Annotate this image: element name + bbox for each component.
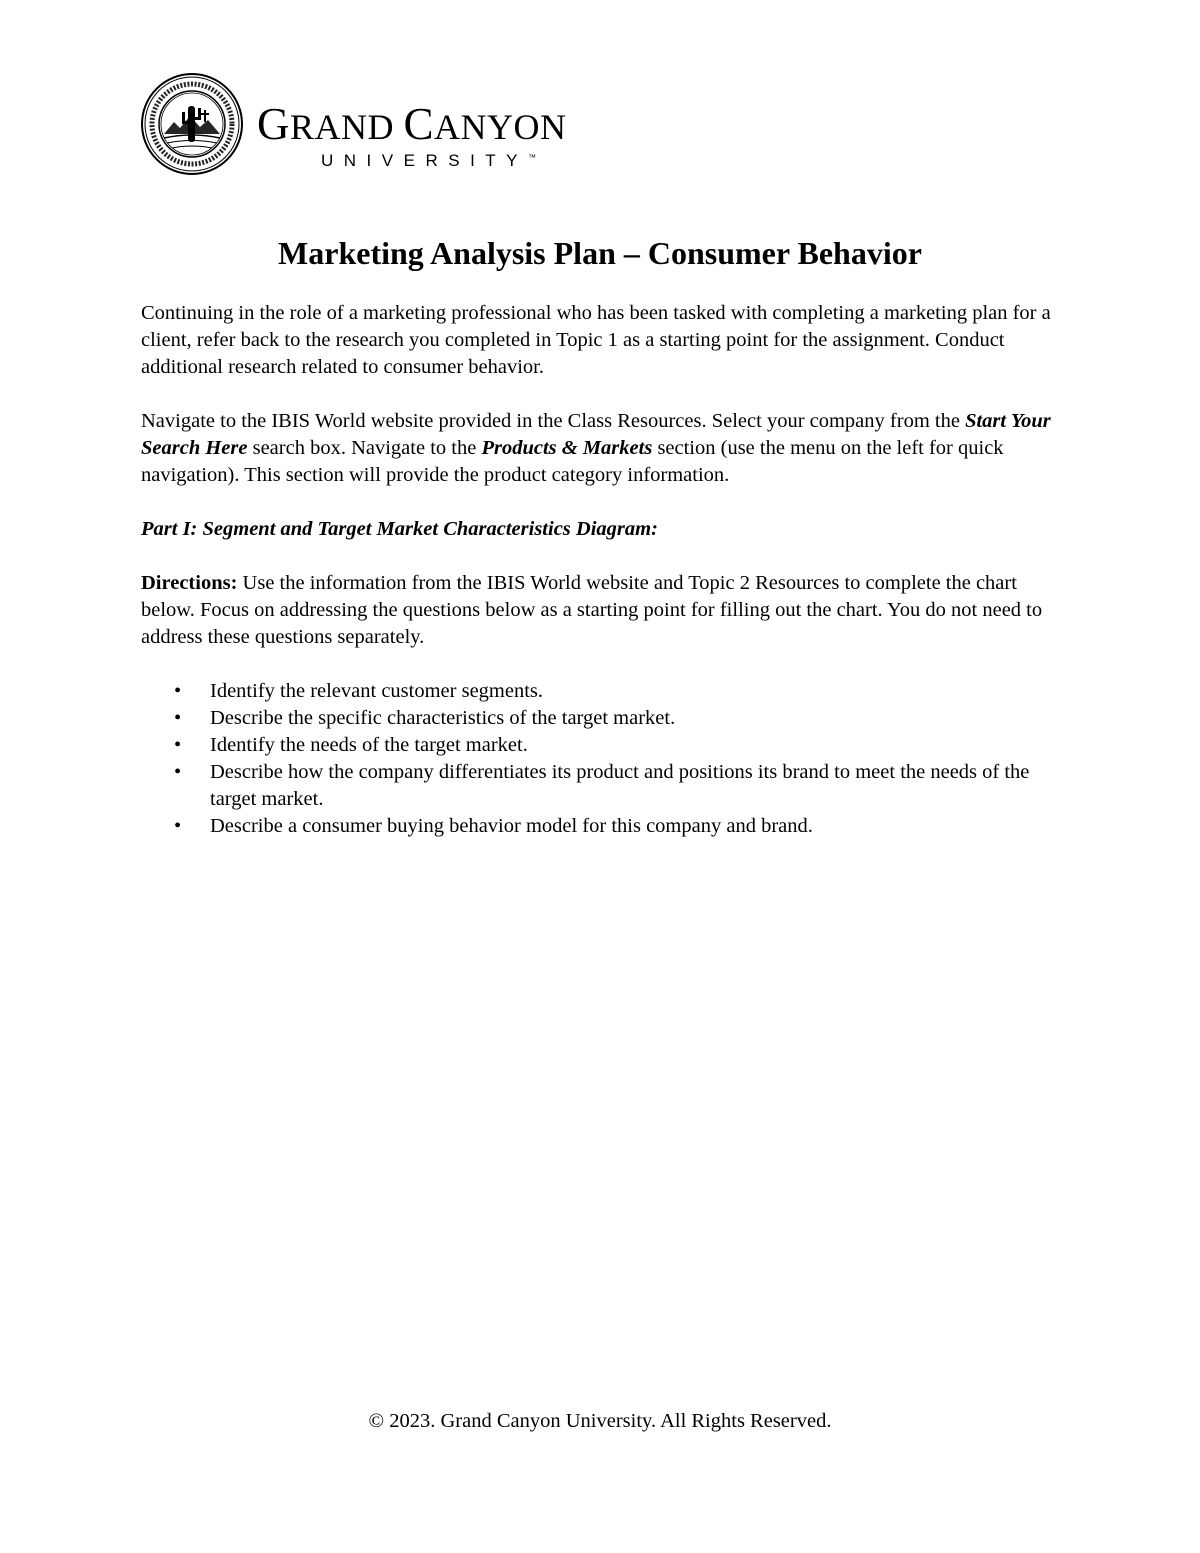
questions-list [141,678,1061,840]
university-logo [140,72,620,176]
intro-paragraph: Continuing in the role of a marketing professional who has been tasked with completing a marketing plan for a client, refer back to the research you completed in Topic 1 as a starting point for the assignment. Conduct additional research related to consumer behavior. [141,302,1051,378]
list-item: • Describe a consumer buying behavior model for this company and brand. [141,813,1061,840]
bullet-icon: • [174,815,182,837]
bullet-icon: • [174,761,182,783]
bullet-icon: • [174,680,182,702]
navigate-paragraph: Navigate to the IBIS World website provided in the Class Resources. Select your company from the Start Your Search Here search box. Navigate to the Products & Markets section (use the menu on the left for quick navigation). This section will provide the product category information. [141,410,1051,486]
bullet-icon: • [174,707,182,729]
directions-paragraph: Directions: Use the information from the IBIS World website and Topic 2 Resources to complete the chart below. Focus on addressing the questions below as a starting point for filling out the chart. You do not need to address these questions separately. [141,572,1043,648]
university-seal-icon [140,72,244,176]
document-title: Marketing Analysis Plan – Consumer Behavior [278,235,922,271]
logo-wordmark-university: UNIVERSITY™ [321,151,537,170]
list-item: • Identify the needs of the target market. [141,732,1061,759]
directions-label: Directions: [141,572,238,594]
list-item: • Describe the specific characteristics of the target market. [141,705,1061,732]
document-body [141,300,1061,840]
products-markets-emphasis: Products & Markets [481,437,653,459]
list-item: • Identify the relevant customer segments. [141,678,1061,705]
start-search-emphasis: Start Your Search Here [141,410,1051,459]
logo-wordmark-grand-canyon: GRAND CANYON [257,99,567,149]
list-item: • Describe how the company differentiates its product and positions its brand to meet the needs of the target market. [174,761,1030,810]
trademark-symbol: ™ [528,153,537,162]
bullet-icon: • [174,734,182,756]
copyright-footer: © 2023. Grand Canyon University. All Rights Reserved. [368,1410,832,1432]
part-one-heading: Part I: Segment and Target Market Characteristics Diagram: [141,518,658,540]
